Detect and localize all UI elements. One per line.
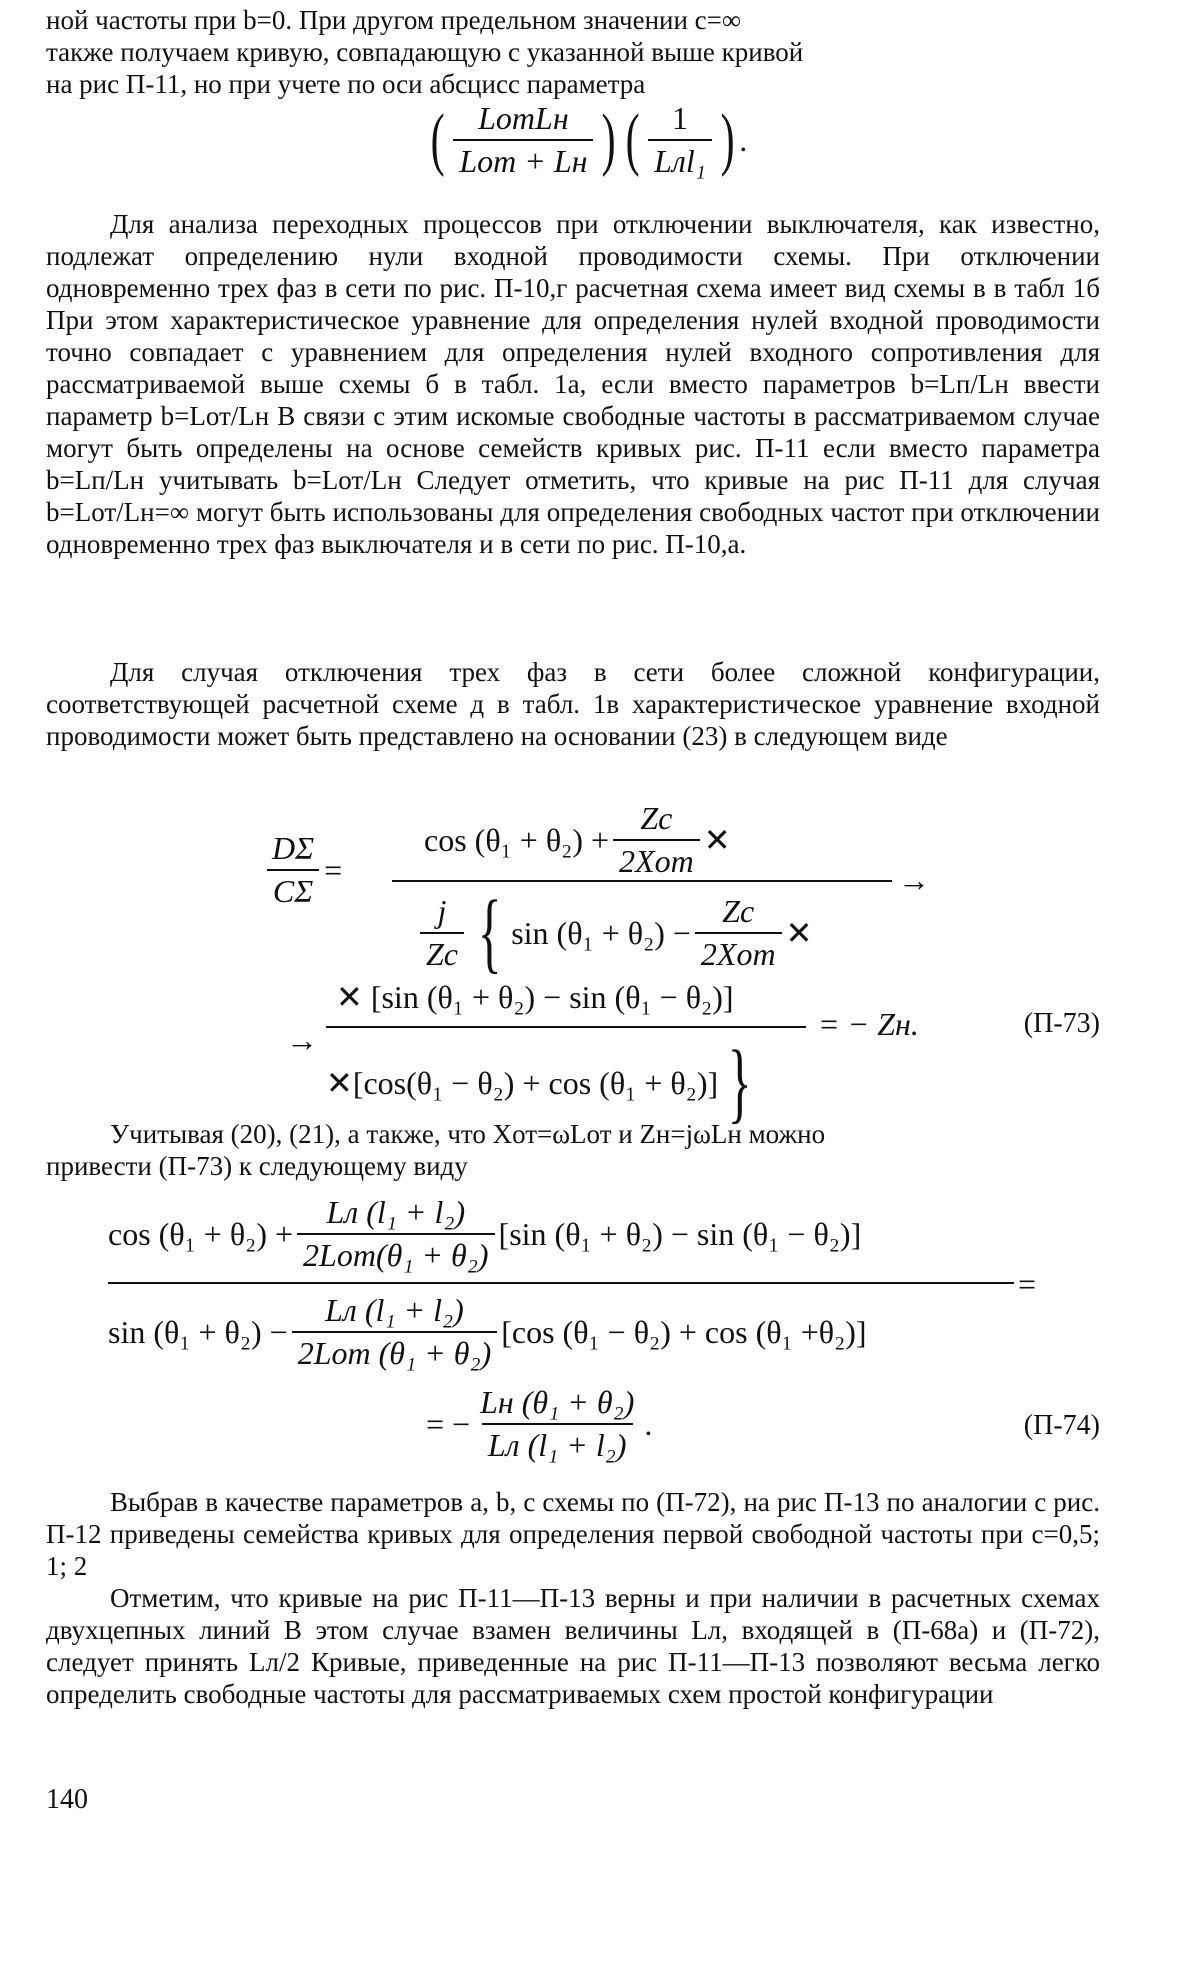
eq74-number: (П-74) (1023, 1410, 1100, 1441)
page-number: 140 (46, 1784, 88, 1815)
bot-frac-num: j (437, 893, 447, 929)
eq73-cont-denominator: ✕[cos(θ₁ − θ₂) + cos (θ₁ + θ₂)] } (326, 1033, 752, 1132)
document-page (46, 0, 1100, 1964)
den-frac-den: 2Lот (θ₁ + θ₂) (292, 1331, 498, 1372)
bot-text: sin (θ₁ + θ₂) − (511, 914, 691, 951)
bot-frac2-den: 2Xот (695, 932, 782, 973)
rhs-den: Lл (l₁ + l₂) (482, 1423, 633, 1464)
eq74-rhs (426, 1384, 652, 1464)
eq73-cont-numerator (336, 978, 734, 1016)
intro-line-1: ной частоты при b=0. При другом предельном значении c=∞ (46, 5, 742, 35)
eq73-lhs (262, 830, 342, 910)
num-frac-den: 2Lот(θ₁ + θ₂) (297, 1233, 495, 1274)
paragraph-3-line-1: Учитывая (20), (21), а также, что Xот=ωLот и Zн=jωLн можно (110, 1119, 826, 1149)
eq73-top-numerator (424, 800, 731, 880)
cont-denominator: ✕[cos(θ₁ − θ₂) + cos (θ₁ + θ₂)] (326, 1065, 719, 1101)
times-sign: ✕ (785, 915, 813, 951)
times-sign: ✕ (703, 822, 731, 858)
eq74-fraction-bar (108, 1282, 1014, 1284)
fraction-numerator: LотLн (478, 100, 569, 136)
cont-numerator: ✕ [sin (θ₁ + θ₂) − sin (θ₁ − θ₂)] (336, 979, 734, 1015)
eq73-number: (П-73) (1023, 1008, 1100, 1039)
eq74-equals (1018, 1266, 1036, 1303)
intro-line-2: также получаем кривую, совпадающую с указанной выше кривой (46, 37, 804, 67)
eq73-main-fraction-bar (392, 880, 892, 882)
rhs-num: Lн (θ₁ + θ₂) (480, 1384, 635, 1420)
parameter-fraction-1 (453, 100, 593, 180)
lhs-denominator: CΣ (267, 869, 319, 910)
rhs-equals: = − (426, 1405, 471, 1442)
eq73-top-denominator: $\frac{j}{Zc}$ { sin (θ₁ + θ₂) − $\frac{Zc}{\text{2Xот}}$ ✕ (416, 888, 812, 978)
lhs-numerator: DΣ (272, 830, 315, 866)
arrow: → (286, 1022, 318, 1058)
top-frac-num: Zc (640, 800, 673, 836)
num-frac-num: Lл (l₁ + l₂) (326, 1194, 466, 1230)
top-frac-den: 2Xот (613, 839, 700, 880)
equals-sign: = (1018, 1266, 1037, 1302)
parameter-formula: ( $\frac{\text{LотLн}}{\text{Lот + Lн}}$ ) ( $\frac{1}{\text{Lлl₁}}$ ) . (430, 100, 748, 179)
rhs: = − Zн. (818, 1006, 919, 1042)
eq74-numerator (108, 1194, 861, 1274)
arrow: → (898, 862, 930, 898)
paragraph-3-line-2: привести (П-73) к следующему виду (46, 1151, 468, 1181)
bot-frac2-num: Zc (722, 893, 755, 929)
parameter-fraction-2 (648, 100, 712, 180)
paragraph-5: Отметим, что кривые на рис П-11—П-13 верны и при наличии в расчетных схемах двухцепных линий В этом случае взамен величины Lл, входящей в (П-68а) и (П-72), следует принять Lл/2 Кривые, приведенные на рис П-11—П-13 позволяют весьма легко определить свободные частоты для рассматриваемых схем простой конфигурации (46, 1583, 1100, 1709)
equals-sign: = (324, 851, 343, 888)
formula-end-punct: . (739, 121, 748, 158)
eq73-arrow-2 (286, 1022, 318, 1059)
num-bracket: [sin (θ₁ + θ₂) − sin (θ₁ − θ₂)] (498, 1215, 862, 1252)
top-numerator-text: cos (θ₁ + θ₂) + (424, 821, 610, 858)
num-text: cos (θ₁ + θ₂) + (108, 1215, 294, 1252)
fraction-numerator: 1 (671, 100, 688, 136)
paragraph-2: Для случая отключения трех фаз в сети более сложной конфигурации, соответствующей расчетной схеме д в табл. 1в характеристическое уравнение входной проводимости может быть представлено на основании (23) в следующем виде (46, 657, 1100, 751)
eq73-cont-fraction-bar (326, 1026, 806, 1028)
eq73-arrow-1 (898, 862, 930, 899)
den-text: sin (θ₁ + θ₂) − (108, 1313, 288, 1350)
den-bracket: [cos (θ₁ − θ₂) + cos (θ₁ +θ₂)] (501, 1313, 867, 1350)
eq74-denominator (108, 1292, 867, 1372)
fraction-denominator: Lот + Lн (453, 139, 593, 180)
fraction-denominator: Lлl₁ (648, 139, 712, 180)
intro-line-3: на рис П-11, но при учете по оси абсцисс параметра (46, 69, 646, 99)
den-frac-num: Lл (l₁ + l₂) (325, 1292, 464, 1328)
paragraph-4: Выбрав в качестве параметров a, b, c схемы по (П-72), на рис П-13 по аналогии с рис. П-12 приведены семейства кривых для определения первой свободной частоты при c=0,5; 1; 2 (46, 1487, 1100, 1581)
eq73-rhs (818, 1006, 919, 1043)
paragraph-1: Для анализа переходных процессов при отключении выключателя, как известно, подлежат определению нули входной проводимости схемы. При отключении одновременно трех фаз в сети по рис. П-10,г расчетная схема имеет вид схемы в в табл 1б При этом характеристическое уравнение для определения нулей входной проводимости точно совпадает с уравнением для определения нулей входного сопротивления для рассматриваемой выше схемы б в табл. 1а, если вместо параметров b=Lп/Lн ввести параметр b=Lот/Lн В связи с этим искомые свободные частоты в рассматриваемом случае могут быть определены на основе семейств кривых рис. П-11 если вместо параметра b=Lп/Lн учитывать b=Lот/Lн Следует отметить, что кривые на рис П-11 для случая b=Lот/Lн=∞ могут быть использованы для определения свободных частот при отключении одновременно трех фаз выключателя и в сети по рис. П-10,a. (46, 209, 1100, 559)
bot-frac-den: Zc (420, 932, 464, 973)
rhs-end: . (644, 1405, 653, 1442)
